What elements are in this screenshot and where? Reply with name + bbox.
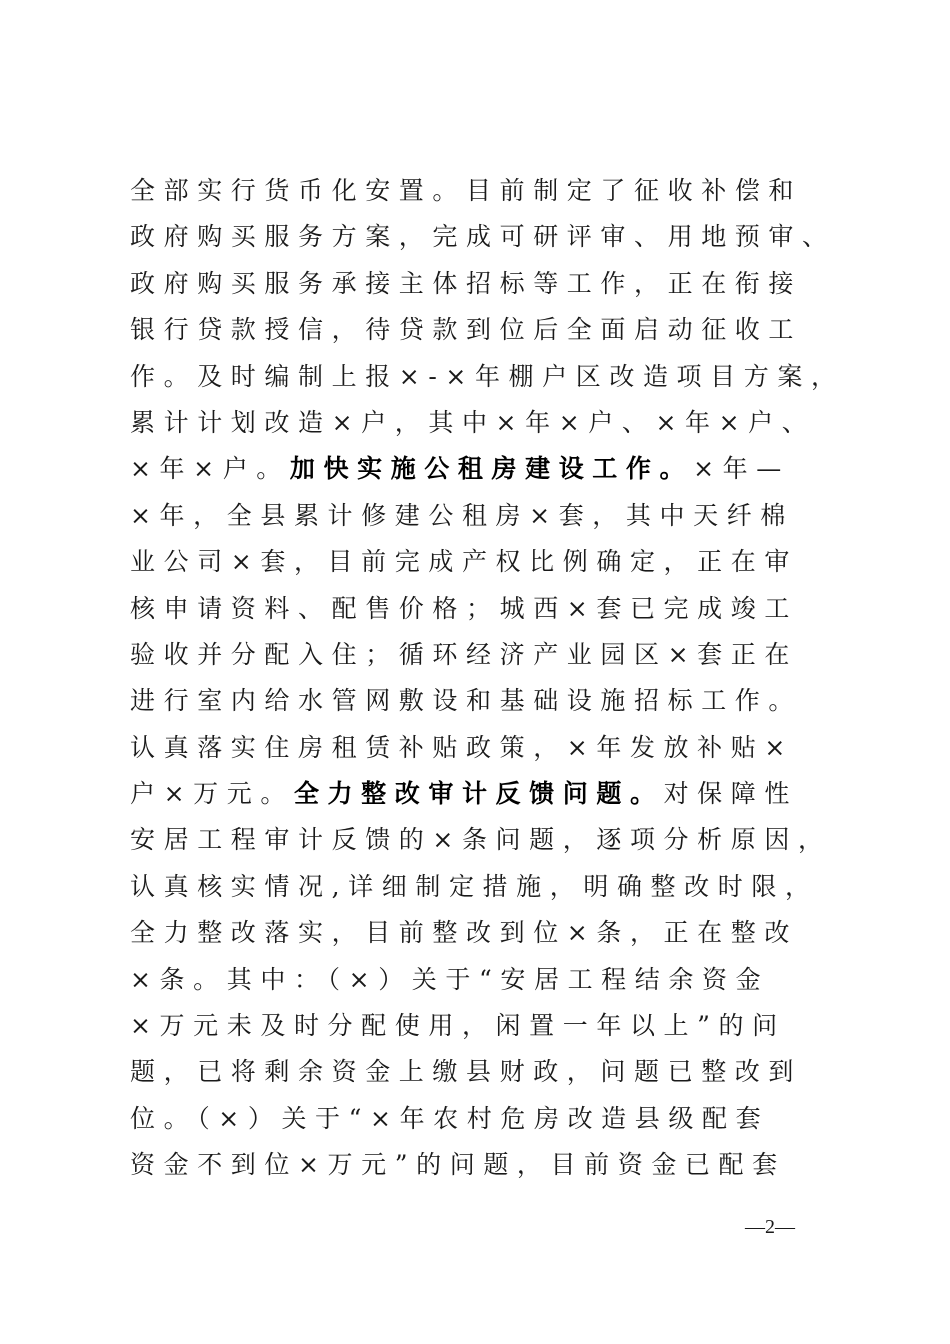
text-line — [130, 1049, 850, 1095]
text-line — [130, 539, 850, 585]
body-text-segment: 累计计划改造×户，其中×年×户、×年×户、 — [130, 407, 816, 437]
text-line — [130, 864, 850, 910]
body-text-segment: ×年— — [693, 454, 790, 484]
text-line — [130, 632, 850, 678]
text-line — [130, 957, 850, 1003]
text-line — [130, 261, 850, 307]
body-text-segment: ×条。其中：（×）关于“安居工程结余资金 — [130, 964, 770, 994]
bold-heading-text: 加快实施公租房建设工作。 — [289, 454, 694, 484]
text-line — [130, 493, 850, 539]
body-text-segment: 户×万元。 — [130, 779, 294, 809]
text-line — [130, 307, 850, 353]
text-line — [130, 817, 850, 863]
body-text-segment: 位。（×）关于“×年农村危房改造县级配套 — [130, 1103, 770, 1133]
body-text-segment: 认真落实住房租赁补贴政策，×年发放补贴× — [130, 732, 794, 762]
body-text — [130, 168, 850, 1189]
text-line — [130, 1142, 850, 1188]
body-text-segment: 全部实行货币化安置。目前制定了征收补偿和 — [130, 176, 803, 205]
text-line — [130, 400, 850, 446]
text-line — [130, 354, 850, 400]
text-line — [130, 168, 850, 214]
body-text-segment: 业公司×套，目前完成产权比例确定，正在审 — [130, 547, 798, 577]
body-text-segment: 政府购买服务方案，完成可研评审、用地预审、 — [130, 222, 836, 252]
body-text-segment: 对保障性 — [663, 779, 798, 809]
body-text-segment: 验收并分配入住；循环经济产业园区×套正在 — [130, 639, 798, 669]
body-text-segment: 全力整改落实，目前整改到位×条，正在整改 — [130, 918, 798, 948]
text-line — [130, 586, 850, 632]
text-line — [130, 910, 850, 956]
body-text-segment: 作。及时编制上报×-×年棚户区改造项目方案， — [130, 361, 845, 391]
body-text-segment: 银行贷款授信，待贷款到位后全面启动征收工 — [130, 315, 803, 345]
body-text-segment: ×年，全县累计修建公租房×套，其中天纤棉 — [130, 500, 794, 530]
text-line — [130, 446, 850, 492]
body-text-segment: 认真核实情况,详细制定措施，明确整改时限， — [130, 871, 819, 901]
bold-heading-text: 全力整改审计反馈问题。 — [293, 779, 664, 809]
body-text-segment: 核申请资料、配售价格；城西×套已完成竣工 — [130, 593, 798, 623]
text-line — [130, 1096, 850, 1142]
body-text-segment: 进行室内给水管网敷设和基础设施招标工作。 — [130, 686, 803, 716]
body-text-segment: 题，已将剩余资金上缴县财政，问题已整改到 — [130, 1057, 803, 1087]
page-number: —2— — [745, 1216, 795, 1238]
body-text-segment: 政府购买服务承接主体招标等工作，正在衔接 — [130, 268, 803, 298]
body-text-segment: ×年×户。 — [130, 454, 290, 484]
text-line — [130, 214, 850, 260]
text-line — [130, 771, 850, 817]
text-line — [130, 678, 850, 724]
body-text-segment: ×万元未及时分配使用，闲置一年以上”的问 — [130, 1011, 786, 1041]
text-line — [130, 725, 850, 771]
text-line — [130, 1003, 850, 1049]
body-text-segment: 资金不到位×万元”的问题，目前资金已配套 — [130, 1150, 786, 1180]
body-text-segment: 安居工程审计反馈的×条问题，逐项分析原因， — [130, 825, 832, 855]
